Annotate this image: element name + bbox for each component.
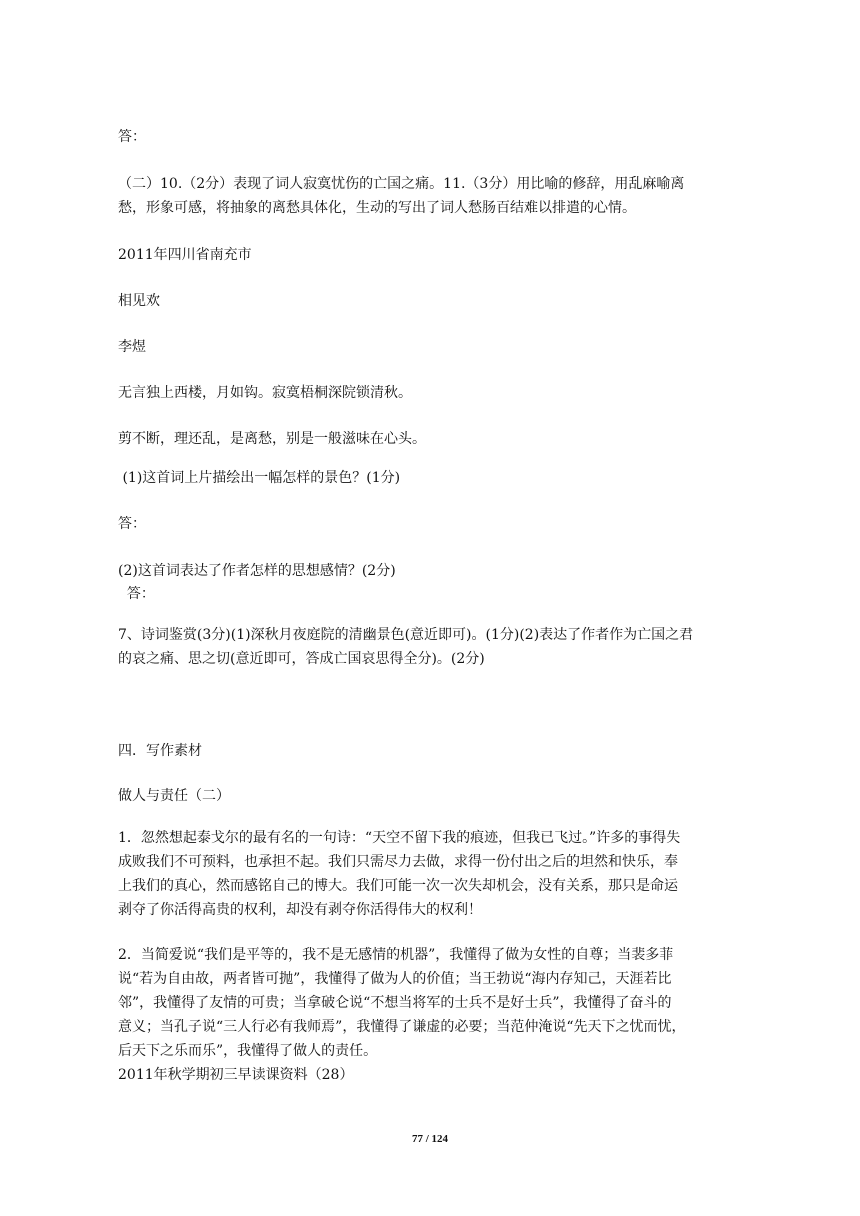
poem-line-2: 剪不断，理还乱，是离愁，别是一般滋味在心头。 bbox=[118, 431, 426, 447]
section-heading: 四．写作素材 bbox=[118, 743, 202, 759]
paragraph-2-line-1: 2．当简爱说“我们是平等的，我不是无感情的机器”，我懂得了做为女性的自尊；当裴多菲 bbox=[118, 947, 674, 963]
topic-title: 做人与责任（二） bbox=[118, 788, 230, 804]
answer-text-line-1: （二）10.（2分）表现了词人寂寞忧伤的亡国之痛。11.（3分）用比喻的修辞，用乱麻喻离 bbox=[118, 176, 685, 192]
question-1: (1)这首词上片描绘出一幅怎样的景色？(1分) bbox=[118, 470, 401, 486]
question-2: (2)这首词表达了作者怎样的思想感情？(2分) bbox=[118, 563, 396, 579]
answer-key-line-1: 7、诗词鉴赏(3分)(1)深秋月夜庭院的清幽景色(意近即可)。(1分)(2)表达了作者作为亡国之君 bbox=[118, 627, 694, 643]
exam-source: 2011年四川省南充市 bbox=[118, 247, 252, 263]
paragraph-1-line-4: 剥夺了你活得高贵的权利，却没有剥夺你活得伟大的权利！ bbox=[118, 902, 482, 918]
paragraph-1-line-2: 成败我们不可预料，也承担不起。我们只需尽力去做，求得一份付出之后的坦然和快乐，奉 bbox=[118, 854, 678, 870]
paragraph-2-line-2: 说“若为自由故，两者皆可抛”，我懂得了做为人的价值；当王勃说“海内存知己，天涯若比 bbox=[118, 971, 672, 987]
answer-label-1: 答： bbox=[118, 129, 146, 145]
page-number: 77 / 124 bbox=[411, 1133, 449, 1145]
answer-label-3: 答： bbox=[118, 586, 155, 602]
paragraph-2-line-3: 邻”，我懂得了友情的可贵；当拿破仑说“不想当将军的士兵不是好士兵”，我懂得了奋斗的 bbox=[118, 995, 672, 1011]
poem-line-1: 无言独上西楼，月如钩。寂寞梧桐深院锁清秋。 bbox=[118, 385, 412, 401]
poem-author: 李煜 bbox=[118, 339, 146, 355]
paragraph-1-line-1: 1．忽然想起泰戈尔的最有名的一句诗：“天空不留下我的痕迹，但我已飞过。”许多的事得失 bbox=[118, 830, 681, 846]
paragraph-2-line-4: 意义；当孔子说“三人行必有我师焉”，我懂得了谦虚的必要；当范仲淹说“先天下之忧而忧， bbox=[118, 1019, 686, 1035]
next-material-heading: 2011年秋学期初三早读课资料（28） bbox=[118, 1067, 354, 1083]
poem-title: 相见欢 bbox=[118, 293, 160, 309]
answer-text-line-2: 愁，形象可感，将抽象的离愁具体化，生动的写出了词人愁肠百结难以排遣的心情。 bbox=[118, 200, 636, 216]
answer-label-2: 答： bbox=[118, 516, 146, 532]
paragraph-2-line-5: 后天下之乐而乐”，我懂得了做人的责任。 bbox=[118, 1043, 378, 1059]
answer-key-line-2: 的哀之痛、思之切(意近即可，答成亡国哀思得全分)。(2分) bbox=[118, 651, 485, 667]
paragraph-1-line-3: 上我们的真心，然而感铭自己的博大。我们可能一次一次失却机会，没有关系，那只是命运 bbox=[118, 878, 678, 894]
